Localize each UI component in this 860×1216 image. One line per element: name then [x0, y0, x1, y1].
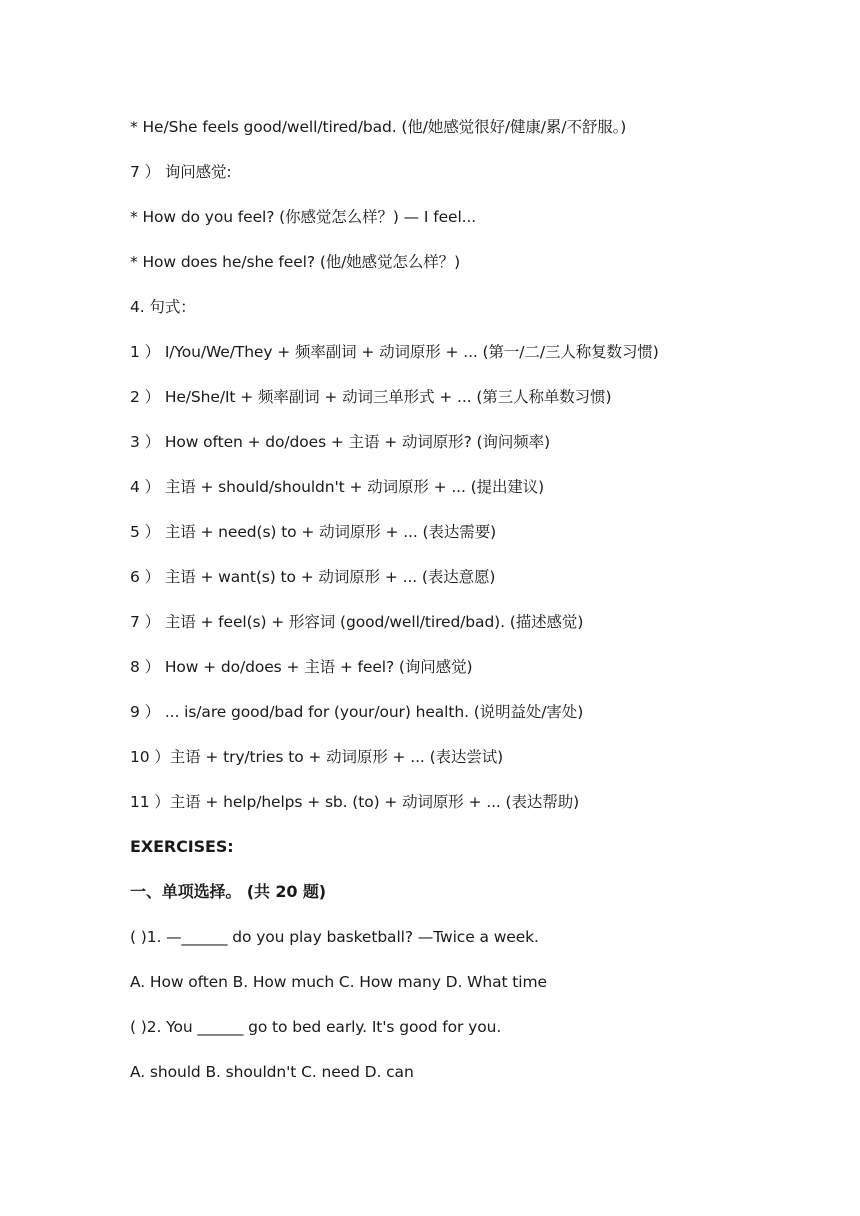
question-2: ( )2. You ______ go to bed early. It's good for you. [130, 1018, 502, 1036]
document-content [130, 114, 770, 1104]
question-1: ( )1. —______ do you play basketball? —Twice a week. [130, 928, 539, 946]
question-1-options: A. How often B. How much C. How many D. What time [130, 973, 547, 991]
text-line-pattern-11: 11 ）主语 + help/helps + sb. (to) + 动词原形 + ... (表达帮助) [130, 793, 580, 811]
question-2-options: A. should B. shouldn't C. need D. can [130, 1063, 414, 1081]
text-line-pattern-8: 8 ） How + do/does + 主语 + feel? (询问感觉) [130, 658, 473, 676]
text-line-how-do-you-feel: * How do you feel? (你感觉怎么样？) — I feel... [130, 208, 477, 226]
text-line-pattern-1: 1 ） I/You/We/They + 频率副词 + 动词原形 + ... (第一/二/三人称复数习惯) [130, 343, 659, 361]
text-line-pattern-5: 5 ） 主语 + need(s) to + 动词原形 + ... (表达需要) [130, 523, 497, 541]
text-line-pattern-2: 2 ） He/She/It + 频率副词 + 动词三单形式 + ... (第三人称单数习惯) [130, 388, 612, 406]
text-line-feel-description: * He/She feels good/well/tired/bad. (他/她感觉很好/健康/累/不舒服。) [130, 118, 627, 136]
text-line-pattern-3: 3 ） How often + do/does + 主语 + 动词原形? (询问频率) [130, 433, 551, 451]
text-line-pattern-7: 7 ） 主语 + feel(s) + 形容词 (good/well/tired/bad). (描述感觉) [130, 613, 584, 631]
text-line-sentence-patterns-heading: 4. 句式： [130, 298, 196, 316]
exercises-heading: EXERCISES: [130, 837, 234, 856]
text-line-pattern-9: 9 ） ... is/are good/bad for (your/our) health. (说明益处/害处) [130, 703, 584, 721]
text-line-ask-feeling-heading: 7 ） 询问感觉: [130, 163, 232, 181]
text-line-how-does-he-feel: * How does he/she feel? (他/她感觉怎么样？) [130, 253, 461, 271]
text-line-pattern-10: 10 ）主语 + try/tries to + 动词原形 + ... (表达尝试) [130, 748, 504, 766]
text-line-pattern-6: 6 ） 主语 + want(s) to + 动词原形 + ... (表达意愿) [130, 568, 496, 586]
text-line-pattern-4: 4 ） 主语 + should/shouldn't + 动词原形 + ... (提出建议) [130, 478, 545, 496]
multiple-choice-heading: 一、单项选择。 (共 20 题) [130, 882, 327, 901]
